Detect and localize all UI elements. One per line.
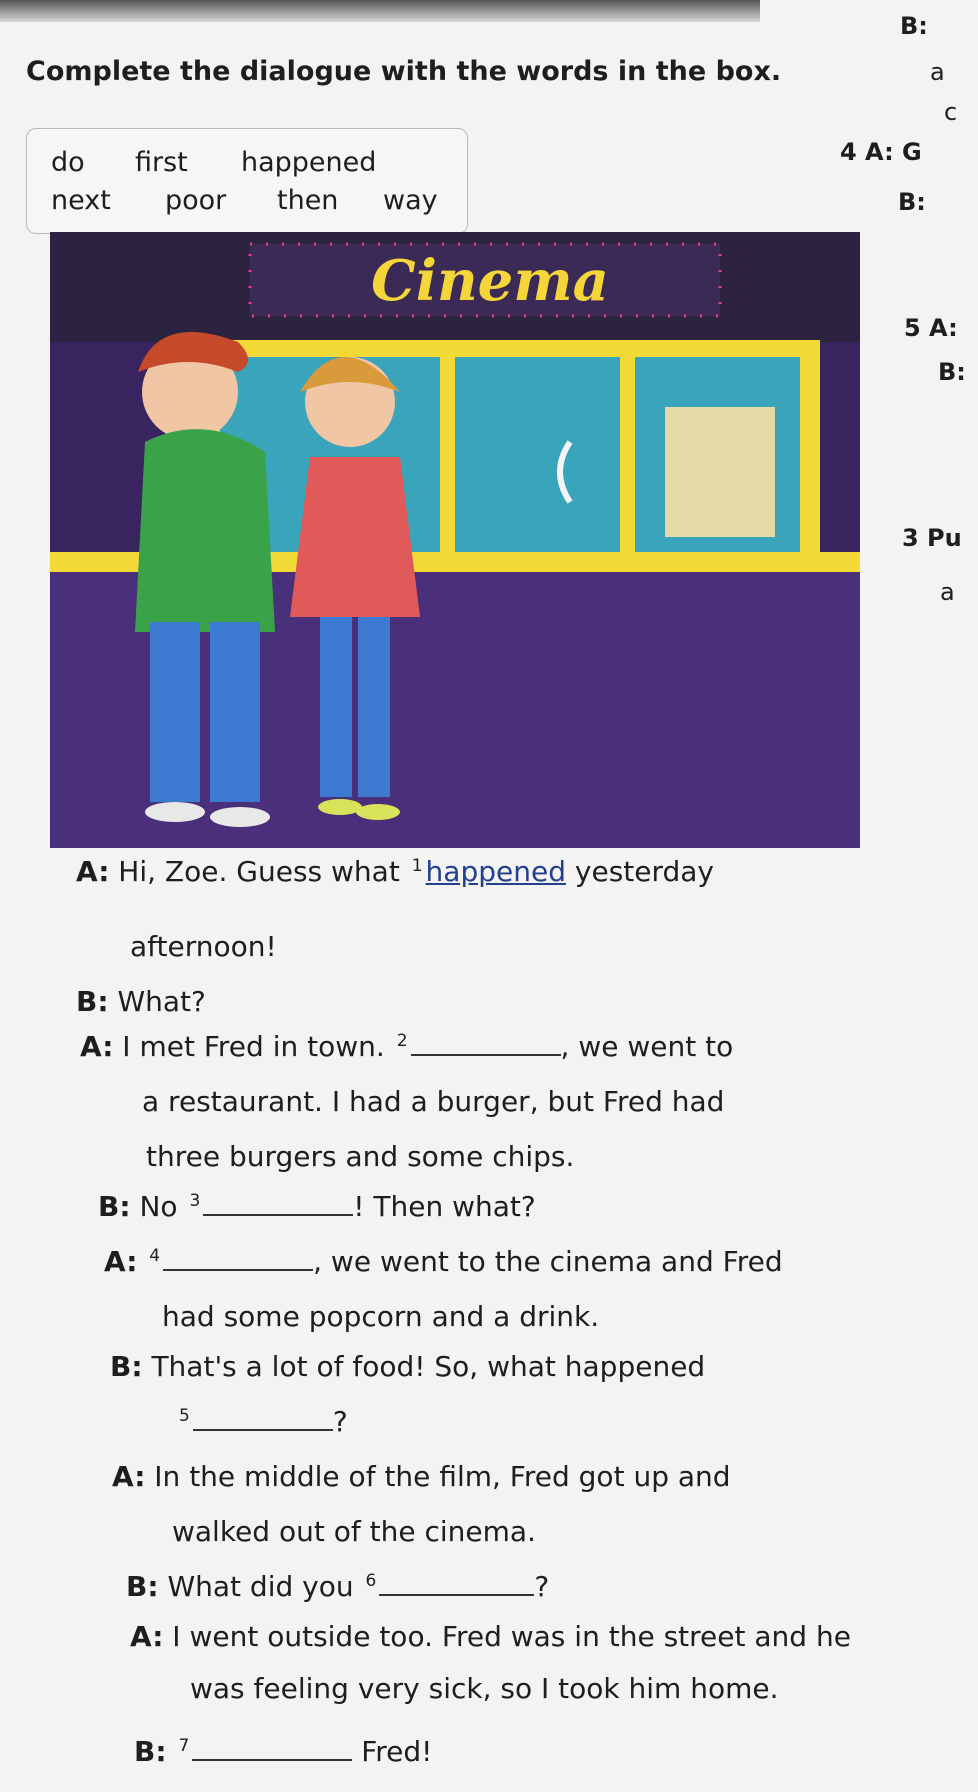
- cinema-scene-svg: [50, 232, 860, 848]
- word-do: do: [51, 147, 85, 178]
- dialogue-line-9: had some popcorn and a drink.: [162, 1300, 600, 1333]
- right-margin-c: c: [944, 98, 958, 126]
- right-margin-exercise-3: 3 Pu: [902, 524, 962, 552]
- word-box: [26, 128, 468, 234]
- dialogue-text: No: [139, 1190, 178, 1223]
- answer-1: happened: [425, 855, 566, 888]
- dialogue-text: What did you: [167, 1570, 354, 1603]
- blank-number-2: 2: [396, 1030, 408, 1051]
- speaker-b: B:: [98, 1190, 131, 1223]
- dialogue-line-10: [110, 1350, 705, 1383]
- word-next: next: [51, 185, 111, 216]
- word-first: first: [135, 147, 188, 178]
- dialogue-line-2: afternoon!: [130, 930, 277, 963]
- blank-3[interactable]: [203, 1192, 353, 1216]
- dialogue-line-13: walked out of the cinema.: [172, 1515, 536, 1548]
- blank-number-3: 3: [189, 1190, 201, 1211]
- right-margin-a: a: [930, 58, 945, 86]
- dialogue-line-7: [98, 1190, 536, 1223]
- blank-7[interactable]: [192, 1737, 352, 1761]
- dialogue-line-5: a restaurant. I had a burger, but Fred had: [142, 1085, 725, 1118]
- word-happened: happened: [241, 147, 377, 178]
- speaker-b: B:: [76, 985, 109, 1018]
- blank-number-4: 4: [149, 1245, 161, 1266]
- speaker-b: B:: [134, 1735, 167, 1768]
- word-then: then: [277, 185, 339, 216]
- dialogue-line-1: [76, 855, 714, 888]
- word-poor: poor: [165, 185, 227, 216]
- blank-5[interactable]: [193, 1407, 333, 1431]
- blank-number-7: 7: [178, 1735, 190, 1756]
- blank-4[interactable]: [163, 1247, 313, 1271]
- page-top-shadow: [0, 0, 760, 22]
- word-way: way: [383, 185, 438, 216]
- speaker-a: A:: [80, 1030, 114, 1063]
- right-margin-b3: B:: [938, 358, 966, 386]
- right-margin-a2: a: [940, 578, 955, 606]
- dialogue-line-17: [134, 1735, 432, 1768]
- dialogue-text: I met Fred in town.: [122, 1030, 385, 1063]
- dialogue-text: ?: [332, 1405, 348, 1438]
- dialogue-text: , we went to: [560, 1030, 734, 1063]
- dialogue-line-15: [130, 1620, 851, 1653]
- speaker-a: A:: [130, 1620, 164, 1653]
- speaker-a: A:: [104, 1245, 138, 1278]
- cinema-sign: Cinema: [371, 248, 609, 314]
- right-margin-b2: B:: [898, 188, 926, 216]
- dialogue-text: In the middle of the film, Fred got up and: [154, 1460, 731, 1493]
- dialogue-text: ! Then what?: [353, 1190, 536, 1223]
- dialogue-line-4: [80, 1030, 733, 1063]
- dialogue-text: Hi, Zoe. Guess what: [118, 855, 400, 888]
- right-margin-item-4: 4 A: G: [840, 138, 922, 166]
- dialogue-text: yesterday: [574, 855, 715, 888]
- blank-number-6: 6: [365, 1570, 377, 1591]
- dialogue-text: I went outside too. Fred was in the street and he: [172, 1620, 851, 1653]
- dialogue-line-11: [176, 1405, 348, 1438]
- instruction: Complete the dialogue with the words in the box.: [26, 56, 782, 87]
- speaker-b: B:: [110, 1350, 143, 1383]
- blank-number-5: 5: [179, 1405, 190, 1426]
- blank-number-1: 1: [411, 855, 423, 876]
- dialogue-line-16: was feeling very sick, so I took him home.: [190, 1672, 779, 1705]
- blank-6[interactable]: [379, 1572, 534, 1596]
- dialogue-line-8: [104, 1245, 783, 1278]
- right-margin-b: B:: [900, 12, 928, 40]
- dialogue-text: That's a lot of food! So, what happened: [151, 1350, 706, 1383]
- speaker-b: B:: [126, 1570, 159, 1603]
- dialogue-line-3: [76, 985, 206, 1018]
- dialogue-text: What?: [117, 985, 206, 1018]
- speaker-a: A:: [112, 1460, 146, 1493]
- speaker-a: A:: [76, 855, 110, 888]
- dialogue-line-6: three burgers and some chips.: [146, 1140, 575, 1173]
- dialogue-text: , we went to the cinema and Fred: [313, 1245, 783, 1278]
- blank-2[interactable]: [411, 1032, 561, 1056]
- dialogue-text: Fred!: [361, 1735, 433, 1768]
- dialogue-line-12: [112, 1460, 731, 1493]
- dialogue-line-14: [126, 1570, 549, 1603]
- cinema-illustration: [50, 232, 860, 848]
- right-margin-item-5: 5 A:: [904, 314, 958, 342]
- dialogue-text: ?: [534, 1570, 550, 1603]
